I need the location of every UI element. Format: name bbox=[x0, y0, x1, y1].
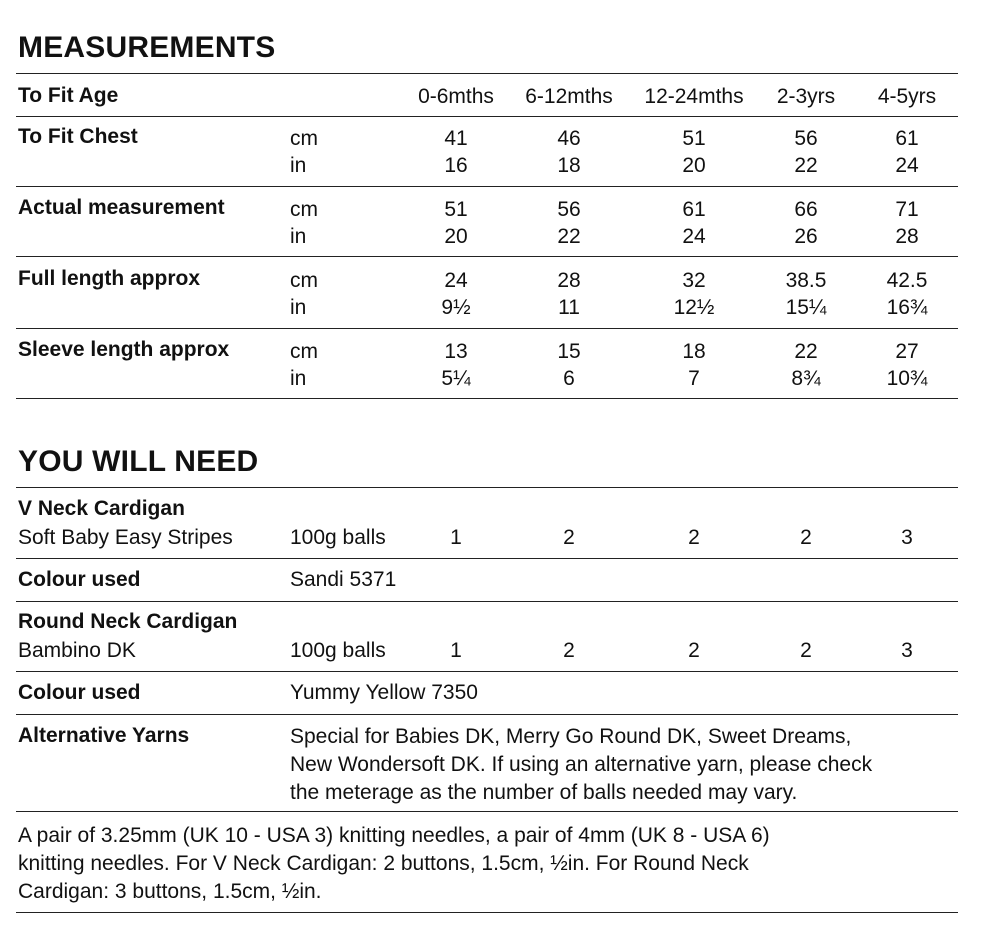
age-label: To Fit Age bbox=[18, 84, 119, 107]
cell: 20 bbox=[682, 154, 706, 177]
divider bbox=[16, 487, 958, 488]
cell: 28 bbox=[557, 269, 581, 292]
cell: 6 bbox=[563, 367, 575, 390]
cell: 1 bbox=[450, 639, 462, 662]
colour-used-label: Colour used bbox=[18, 681, 141, 704]
cell: 10¾ bbox=[886, 367, 928, 390]
cell: 66 bbox=[794, 198, 818, 221]
cell: 3 bbox=[901, 639, 913, 662]
cell: 2 bbox=[800, 639, 812, 662]
divider bbox=[16, 811, 958, 812]
alternative-yarns-line: the meterage as the number of balls needed may vary. bbox=[290, 781, 798, 804]
divider bbox=[16, 398, 958, 399]
cell: 71 bbox=[895, 198, 919, 221]
v-neck-colour: Sandi 5371 bbox=[290, 568, 397, 591]
divider bbox=[16, 256, 958, 257]
cell: 13 bbox=[444, 340, 468, 363]
round-neck-title: Round Neck Cardigan bbox=[18, 610, 238, 633]
you-will-need-heading: YOU WILL NEED bbox=[18, 445, 259, 478]
cell: 15¼ bbox=[785, 296, 827, 319]
colour-used-label: Colour used bbox=[18, 568, 141, 591]
cell: 18 bbox=[557, 154, 581, 177]
v-neck-unit: 100g balls bbox=[290, 526, 386, 549]
age-col-5: 4-5yrs bbox=[877, 85, 937, 108]
unit-in: in bbox=[290, 225, 307, 248]
age-col-4: 2-3yrs bbox=[776, 85, 836, 108]
age-col-1: 0-6mths bbox=[418, 85, 494, 108]
cell: 2 bbox=[688, 526, 700, 549]
cell: 1 bbox=[450, 526, 462, 549]
divider bbox=[16, 714, 958, 715]
cell: 22 bbox=[794, 340, 818, 363]
divider bbox=[16, 186, 958, 187]
cell: 56 bbox=[794, 127, 818, 150]
round-neck-yarn: Bambino DK bbox=[18, 639, 136, 662]
row-label-actual: Actual measurement bbox=[18, 196, 225, 219]
cell: 51 bbox=[444, 198, 468, 221]
cell: 15 bbox=[557, 340, 581, 363]
divider bbox=[16, 671, 958, 672]
unit-cm: cm bbox=[290, 198, 318, 221]
cell: 7 bbox=[688, 367, 700, 390]
cell: 61 bbox=[682, 198, 706, 221]
notes-line: A pair of 3.25mm (UK 10 - USA 3) knitting needles, a pair of 4mm (UK 8 - USA 6) bbox=[18, 824, 770, 847]
divider bbox=[16, 558, 958, 559]
cell: 56 bbox=[557, 198, 581, 221]
unit-in: in bbox=[290, 367, 307, 390]
cell: 18 bbox=[682, 340, 706, 363]
measurements-heading: MEASUREMENTS bbox=[18, 31, 276, 64]
age-col-2: 6-12mths bbox=[525, 85, 613, 108]
row-label-full-length: Full length approx bbox=[18, 267, 200, 290]
cell: 51 bbox=[682, 127, 706, 150]
cell: 32 bbox=[682, 269, 706, 292]
cell: 22 bbox=[557, 225, 581, 248]
divider bbox=[16, 116, 958, 117]
divider bbox=[16, 601, 958, 602]
cell: 2 bbox=[800, 526, 812, 549]
cell: 24 bbox=[444, 269, 468, 292]
notes-line: Cardigan: 3 buttons, 1.5cm, ½in. bbox=[18, 880, 322, 903]
divider bbox=[16, 73, 958, 74]
cell: 24 bbox=[682, 225, 706, 248]
divider bbox=[16, 912, 958, 913]
cell: 9½ bbox=[441, 296, 471, 319]
unit-cm: cm bbox=[290, 340, 318, 363]
cell: 2 bbox=[563, 639, 575, 662]
v-neck-yarn: Soft Baby Easy Stripes bbox=[18, 526, 233, 549]
cell: 3 bbox=[901, 526, 913, 549]
alternative-yarns-line: New Wondersoft DK. If using an alternative yarn, please check bbox=[290, 753, 873, 776]
cell: 12½ bbox=[673, 296, 715, 319]
cell: 16 bbox=[444, 154, 468, 177]
cell: 2 bbox=[563, 526, 575, 549]
cell: 22 bbox=[794, 154, 818, 177]
cell: 46 bbox=[557, 127, 581, 150]
cell: 8¾ bbox=[791, 367, 821, 390]
row-label-chest: To Fit Chest bbox=[18, 125, 138, 148]
row-label-sleeve-length: Sleeve length approx bbox=[18, 338, 230, 361]
cell: 41 bbox=[444, 127, 468, 150]
cell: 20 bbox=[444, 225, 468, 248]
notes-line: knitting needles. For V Neck Cardigan: 2 buttons, 1.5cm, ½in. For Round Neck bbox=[18, 852, 749, 875]
round-neck-colour: Yummy Yellow 7350 bbox=[290, 681, 478, 704]
cell: 26 bbox=[794, 225, 818, 248]
divider bbox=[16, 328, 958, 329]
cell: 2 bbox=[688, 639, 700, 662]
cell: 28 bbox=[895, 225, 919, 248]
cell: 16¾ bbox=[886, 296, 928, 319]
unit-cm: cm bbox=[290, 127, 318, 150]
cell: 27 bbox=[895, 340, 919, 363]
cell: 42.5 bbox=[886, 269, 928, 292]
cell: 61 bbox=[895, 127, 919, 150]
cell: 5¼ bbox=[441, 367, 471, 390]
unit-in: in bbox=[290, 296, 307, 319]
unit-cm: cm bbox=[290, 269, 318, 292]
round-neck-unit: 100g balls bbox=[290, 639, 386, 662]
cell: 11 bbox=[558, 296, 580, 319]
v-neck-title: V Neck Cardigan bbox=[18, 497, 185, 520]
cell: 24 bbox=[895, 154, 919, 177]
cell: 38.5 bbox=[785, 269, 827, 292]
age-col-3: 12-24mths bbox=[644, 85, 744, 108]
unit-in: in bbox=[290, 154, 307, 177]
alternative-yarns-label: Alternative Yarns bbox=[18, 724, 190, 747]
alternative-yarns-line: Special for Babies DK, Merry Go Round DK, Sweet Dreams, bbox=[290, 725, 852, 748]
